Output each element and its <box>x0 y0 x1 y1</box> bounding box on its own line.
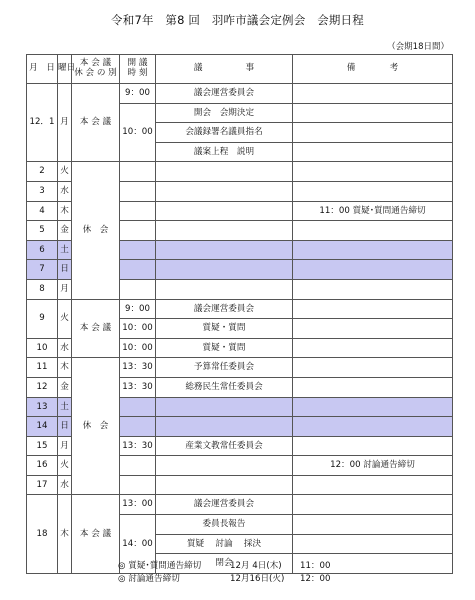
note-cell <box>293 84 453 104</box>
note-cell <box>293 319 453 339</box>
note-cell <box>293 181 453 201</box>
agenda-cell: 産業文教常任委員会 <box>156 436 293 456</box>
date-cell: 18 <box>27 495 58 573</box>
note-cell <box>293 279 453 299</box>
date-cell: 11 <box>27 358 58 378</box>
note-cell <box>293 142 453 162</box>
weekday-cell: 日 <box>58 260 72 280</box>
time-cell: 10：00 <box>120 103 156 162</box>
session-period: （会期18日間） <box>387 42 449 52</box>
schedule-table <box>26 54 453 574</box>
note-cell <box>293 103 453 123</box>
footnote-label: ◎ 質疑･質問通告締切 <box>118 561 202 571</box>
header-notes: 備 考 <box>293 55 453 84</box>
agenda-cell <box>156 201 293 221</box>
date-cell: 16 <box>27 456 58 476</box>
session-type-cell: 本 会 議 <box>72 495 120 573</box>
header-row <box>27 55 453 84</box>
agenda-cell <box>156 240 293 260</box>
note-cell <box>293 475 453 495</box>
time-cell: 14：00 <box>120 515 156 574</box>
note-cell <box>293 221 453 241</box>
agenda-cell <box>156 181 293 201</box>
agenda-cell <box>156 260 293 280</box>
weekday-cell: 日 <box>58 417 72 437</box>
weekday-cell: 月 <box>58 436 72 456</box>
table-row <box>27 358 453 378</box>
agenda-cell: 質疑 討論 採決 <box>156 534 293 554</box>
agenda-cell <box>156 162 293 182</box>
time-cell <box>120 240 156 260</box>
note-cell: 12：00 討論通告締切 <box>293 456 453 476</box>
footnote-question-deadline <box>118 560 330 573</box>
note-cell <box>293 436 453 456</box>
footnote-debate-deadline <box>118 573 330 586</box>
agenda-cell <box>156 279 293 299</box>
date-cell: 2 <box>27 162 58 182</box>
session-type-cell: 本 会 議 <box>72 84 120 162</box>
date-cell: 3 <box>27 181 58 201</box>
agenda-cell: 質疑・質問 <box>156 338 293 358</box>
weekday-cell: 土 <box>58 397 72 417</box>
note-cell <box>293 162 453 182</box>
time-cell: 13：30 <box>120 377 156 397</box>
note-cell <box>293 338 453 358</box>
time-cell: 9：00 <box>120 299 156 319</box>
agenda-cell: 開会 会期決定 <box>156 103 293 123</box>
weekday-cell: 火 <box>58 299 72 338</box>
time-cell <box>120 162 156 182</box>
note-cell <box>293 515 453 535</box>
footnote-date: 12月16日(火) <box>230 574 285 585</box>
date-cell: 13 <box>27 397 58 417</box>
note-cell: 11：00 質疑･質問通告締切 <box>293 201 453 221</box>
weekday-cell: 木 <box>58 358 72 378</box>
time-cell: 10：00 <box>120 319 156 339</box>
header-month-day: 月 日 <box>27 55 58 84</box>
time-cell <box>120 475 156 495</box>
weekday-cell: 火 <box>58 456 72 476</box>
time-cell <box>120 181 156 201</box>
footnote-time: 12：00 <box>300 574 331 585</box>
note-cell <box>293 240 453 260</box>
time-cell <box>120 456 156 476</box>
agenda-cell: 質疑・質問 <box>156 319 293 339</box>
date-cell: 5 <box>27 221 58 241</box>
note-cell <box>293 534 453 554</box>
date-cell: 10 <box>27 338 58 358</box>
footnotes <box>118 560 330 587</box>
session-type-cell: 休 会 <box>72 358 120 495</box>
header-agenda: 議 事 <box>156 55 293 84</box>
time-cell <box>120 397 156 417</box>
agenda-cell: 会議録署名議員指名 <box>156 123 293 143</box>
date-cell: 4 <box>27 201 58 221</box>
time-cell <box>120 201 156 221</box>
document-title: 令和7年 第8 回 羽咋市議会定例会 会期日程 <box>111 13 364 27</box>
agenda-cell: 予算常任委員会 <box>156 358 293 378</box>
date-cell: 9 <box>27 299 58 338</box>
date-cell: 12 <box>27 377 58 397</box>
weekday-cell: 月 <box>58 84 72 162</box>
weekday-cell: 水 <box>58 181 72 201</box>
agenda-cell: 議会運営委員会 <box>156 299 293 319</box>
table-row <box>27 84 453 104</box>
time-cell <box>120 260 156 280</box>
note-cell <box>293 417 453 437</box>
date-cell: 7 <box>27 260 58 280</box>
agenda-cell: 委員長報告 <box>156 515 293 535</box>
agenda-cell: 議案上程 説明 <box>156 142 293 162</box>
date-cell: 8 <box>27 279 58 299</box>
note-cell <box>293 358 453 378</box>
time-cell <box>120 417 156 437</box>
session-type-cell: 休 会 <box>72 162 120 299</box>
time-cell <box>120 279 156 299</box>
header-session-type: 本 会 議 休 会 の 別 <box>72 55 120 84</box>
weekday-cell: 木 <box>58 201 72 221</box>
weekday-cell: 水 <box>58 338 72 358</box>
table-row <box>27 299 453 319</box>
date-cell: 15 <box>27 436 58 456</box>
table-row <box>27 162 453 182</box>
weekday-cell: 水 <box>58 475 72 495</box>
agenda-cell <box>156 397 293 417</box>
weekday-cell: 木 <box>58 495 72 573</box>
agenda-cell <box>156 417 293 437</box>
date-cell: 12．1 <box>27 84 58 162</box>
note-cell <box>293 123 453 143</box>
header-weekday: 曜日 <box>58 55 72 84</box>
time-cell: 10：00 <box>120 338 156 358</box>
weekday-cell: 土 <box>58 240 72 260</box>
agenda-cell: 総務民生常任委員会 <box>156 377 293 397</box>
note-cell <box>293 299 453 319</box>
agenda-cell: 議会運営委員会 <box>156 495 293 515</box>
time-cell: 13：00 <box>120 495 156 515</box>
header-time: 開 議 時 刻 <box>120 55 156 84</box>
agenda-cell: 議会運営委員会 <box>156 84 293 104</box>
footnote-label: ◎ 討論通告締切 <box>118 574 180 585</box>
note-cell <box>293 260 453 280</box>
weekday-cell: 金 <box>58 221 72 241</box>
date-cell: 17 <box>27 475 58 495</box>
weekday-cell: 月 <box>58 279 72 299</box>
date-cell: 6 <box>27 240 58 260</box>
footnote-time: 11：00 <box>300 561 331 571</box>
time-cell: 13：30 <box>120 436 156 456</box>
time-cell: 13：30 <box>120 358 156 378</box>
time-cell: 9：00 <box>120 84 156 104</box>
weekday-cell: 金 <box>58 377 72 397</box>
agenda-cell <box>156 475 293 495</box>
note-cell <box>293 377 453 397</box>
note-cell <box>293 397 453 417</box>
session-type-cell: 本 会 議 <box>72 299 120 358</box>
weekday-cell: 火 <box>58 162 72 182</box>
agenda-cell <box>156 221 293 241</box>
time-cell <box>120 221 156 241</box>
footnote-date: 12月 4日(木) <box>230 561 282 571</box>
note-cell <box>293 495 453 515</box>
date-cell: 14 <box>27 417 58 437</box>
agenda-cell <box>156 456 293 476</box>
agenda-cell: 閉会 <box>156 554 293 574</box>
table-row <box>27 495 453 515</box>
